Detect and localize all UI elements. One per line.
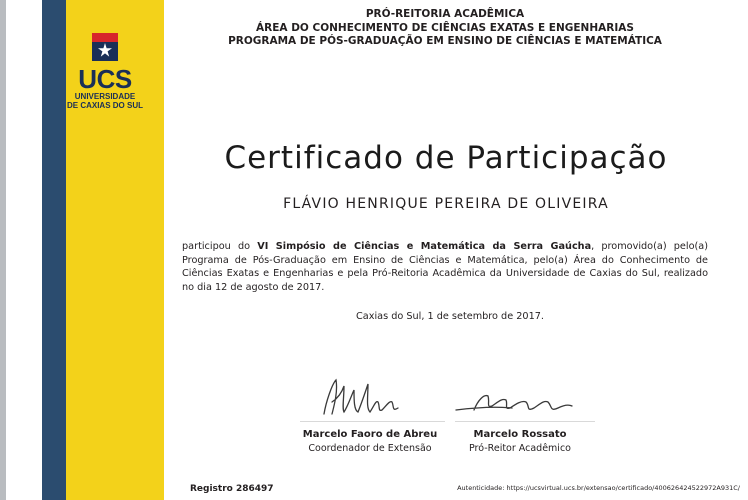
- body-details: , promovido(a) pelo(a) Programa de Pós-Graduação em Ensino de Ciências e Matemática, pelo(a) Área do Conhecimento de Ciências Exatas e Engenharias e pela Pró-Reitoria Acadêmica da Universidade de Caxias do Sul, realizado no dia 12 de agosto de 2017.: [182, 241, 708, 293]
- place-and-date: Caxias do Sul, 1 de setembro de 2017.: [356, 311, 544, 322]
- signer-2-role: Pró-Reitor Acadêmico: [469, 443, 571, 454]
- header-line3: PROGRAMA DE PÓS-GRADUAÇÃO EM ENSINO DE CIÊNCIAS E MATEMÁTICA: [228, 35, 662, 47]
- header-line2: ÁREA DO CONHECIMENTO DE CIÊNCIAS EXATAS E ENGENHARIAS: [256, 21, 634, 34]
- certificate-body: [182, 240, 708, 294]
- logo-acronym: UCS: [78, 64, 132, 94]
- header-line1: PRÓ-REITORIA ACADÊMICA: [365, 8, 525, 20]
- recipient-name: FLÁVIO HENRIQUE PEREIRA DE OLIVEIRA: [283, 196, 609, 212]
- body-intro: participou do: [182, 241, 258, 252]
- logo-name-line1: UNIVERSIDADE: [74, 92, 136, 101]
- registration-number: Registro 286497: [190, 484, 274, 494]
- signature-image-1: [318, 372, 408, 420]
- ucs-flag-icon: [92, 33, 118, 61]
- signer-2-name: Marcelo Rossato: [473, 429, 567, 440]
- page-left-edge: [0, 0, 6, 500]
- ucs-logo: [60, 30, 150, 120]
- authenticity-link[interactable]: Autenticidade: https://ucsvirtual.ucs.br/extensao/certificado/400626424522972A931C/: [457, 484, 740, 492]
- event-name: VI Simpósio de Ciências e Matemática da Serra Gaúcha: [257, 241, 592, 252]
- certificate-title: Certificado de Participação: [224, 140, 668, 176]
- signature-line-2: [455, 421, 595, 422]
- institution-header: [190, 8, 700, 49]
- signer-1-role: Coordenador de Extensão: [308, 443, 432, 454]
- signature-image-2: [452, 372, 577, 420]
- logo-name-line2: DE CAXIAS DO SUL: [66, 100, 143, 110]
- logo-university-name: [60, 93, 150, 110]
- signer-1-name: Marcelo Faoro de Abreu: [302, 429, 438, 440]
- signature-line-1: [300, 421, 445, 422]
